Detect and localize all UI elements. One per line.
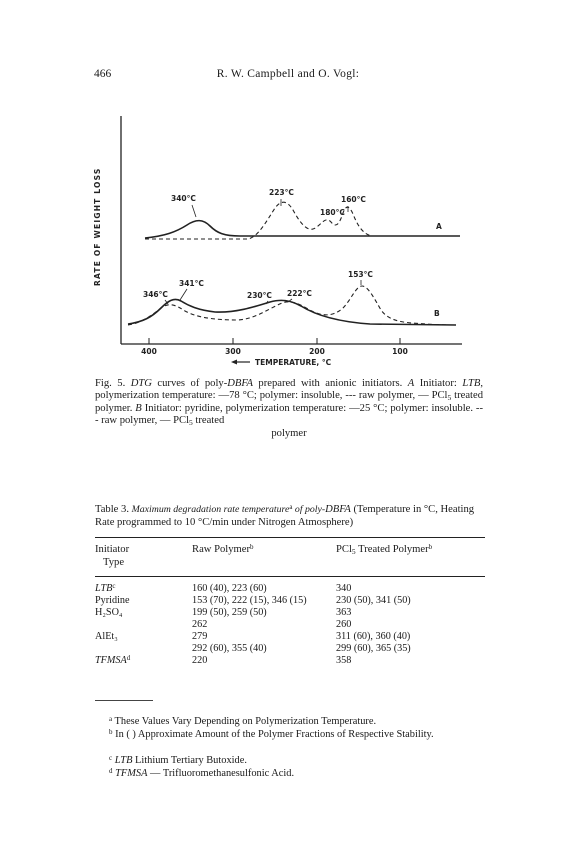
x-tick-label-200: 200	[309, 347, 325, 356]
caption-dbfa: DBFA	[227, 378, 253, 389]
cell-mark: d	[126, 654, 131, 662]
peak-label-a-340: 340°C	[171, 194, 196, 203]
footnote-a	[95, 716, 499, 728]
footnote-text: — Trifluoromethanesulfonic Acid.	[147, 768, 295, 779]
table-cell: 292 (60), 355 (40)	[192, 643, 267, 654]
header-treated-mark: b	[428, 543, 433, 551]
caption-ltb: LTB	[462, 378, 481, 389]
peak-label-a-160: 160°C	[341, 195, 366, 204]
table-cell: 279	[192, 631, 208, 642]
footnote-mark: b	[109, 728, 113, 736]
caption-text: Initiator: pyridine, polymerization temperature: —25 °C; polymer: insoluble. --- raw polymer, — PCl	[95, 402, 483, 427]
cell-mark: c	[112, 582, 116, 590]
caption-text: Initiator:	[414, 378, 463, 389]
table-title-dbfa: DBFA	[325, 504, 351, 515]
peak-label-b-346: 346°C	[143, 290, 168, 299]
column-treated	[336, 583, 476, 667]
author-line: R. W. Campbell and O. Vogl:	[216, 68, 360, 80]
cell-text: LTB	[95, 583, 113, 594]
table-title-italic: Maximum degradation rate temperature	[131, 504, 290, 515]
table-title-rest: (Temperature in °C, Heating Rate programmed to 10 °C/min under Nitrogen Atmosphere)	[95, 504, 475, 528]
header-raw-text: Raw Polymer	[192, 544, 250, 555]
peak-label-b-230: 230°C	[247, 291, 272, 300]
footnote-text: Lithium Tertiary Butoxide.	[132, 755, 247, 766]
header-initiator-line1: Initiator	[95, 544, 130, 555]
footnote-abbr: LTB	[114, 755, 133, 766]
curve-b-treated	[128, 299, 456, 325]
table-cell: 199 (50), 259 (50)	[192, 607, 267, 618]
header-treated-pcl: PCl	[336, 544, 352, 555]
caption-text: treated	[192, 415, 225, 427]
dtg-plot	[0, 0, 576, 380]
caption-last-line: polymer	[271, 427, 307, 439]
table-cell: 260	[336, 619, 352, 630]
table-cell: 220	[192, 655, 208, 666]
table-cell: H₂SO₄	[95, 607, 123, 618]
header-initiator-line2: Type	[103, 557, 125, 568]
footnote-b	[95, 729, 485, 741]
caption-subscript: 5	[447, 393, 452, 403]
table-cell: 160 (40), 223 (60)	[192, 583, 267, 594]
footnote-abbr: TFMSA	[115, 768, 148, 779]
table-header-rule	[95, 576, 485, 577]
table-cell: 358	[336, 655, 352, 666]
footnote-mark: d	[109, 767, 113, 775]
dtg-figure	[0, 0, 576, 380]
footnote-mark: a	[109, 715, 113, 723]
table-cell	[95, 643, 190, 655]
page-number: 466	[94, 68, 112, 80]
x-axis-label: TEMPERATURE, °C	[255, 358, 332, 367]
table-top-rule	[95, 537, 485, 538]
footnote-rule	[95, 700, 153, 701]
footnote-text: In ( ) Approximate Amount of the Polymer Fractions of Respective Stability.	[115, 729, 434, 740]
caption-text: treated polymer.	[95, 390, 483, 414]
table-cell: 299 (60), 365 (35)	[336, 643, 411, 654]
caption-subscript: 5	[189, 418, 193, 428]
caption-a: A	[407, 378, 415, 389]
curve-b-label: B	[434, 309, 440, 318]
column-initiator	[95, 583, 190, 667]
caption-b: B	[135, 402, 142, 414]
peak-leader-a-340	[192, 205, 196, 217]
header-raw-mark: b	[249, 543, 254, 551]
table-cell: AlEt₃	[95, 631, 118, 642]
x-tick-label-400: 400	[141, 347, 157, 356]
curve-a-treated	[145, 221, 460, 238]
header-treated-polymer	[336, 543, 432, 556]
peak-label-a-180: 180°C	[320, 208, 345, 217]
header-treated-text: Treated Polymer	[355, 544, 429, 555]
footnote-c	[95, 755, 499, 767]
table-cell	[95, 583, 190, 595]
caption-text: prepared with anionic initiators.	[252, 378, 408, 389]
table-cell	[95, 655, 190, 667]
footnote-d	[95, 768, 499, 780]
figure-label: Fig. 5.	[95, 378, 126, 389]
table-cell: 153 (70), 222 (15), 346 (15)	[192, 595, 307, 606]
table-cell: Pyridine	[95, 595, 130, 606]
x-tick-label-100: 100	[392, 347, 408, 356]
table-cell: 262	[192, 619, 208, 630]
table-title-of: of poly-	[292, 504, 326, 515]
table-cell	[95, 619, 190, 631]
caption-dtg: DTG	[130, 378, 152, 389]
table-cell: 230 (50), 341 (50)	[336, 595, 411, 606]
peak-label-b-222: 222°C	[287, 289, 312, 298]
footnote-mark: c	[109, 754, 113, 762]
footnote-text: These Values Vary Depending on Polymerization Temperature.	[114, 716, 377, 727]
table-title	[95, 503, 485, 529]
header-raw-polymer	[192, 543, 253, 556]
curve-a-label: A	[436, 222, 442, 231]
peak-label-b-153: 153°C	[348, 270, 373, 279]
table-title-footnote-mark: a	[289, 503, 293, 511]
header-initiator	[95, 543, 129, 569]
figure-caption	[95, 378, 483, 440]
cell-text: TFMSA	[95, 655, 127, 666]
table-cell: 363	[336, 607, 352, 618]
peak-label-b-341: 341°C	[179, 279, 204, 288]
caption-text: , polymerization temperature: —78 °C; polymer: insoluble, --- raw polymer, — PCl	[95, 378, 484, 402]
table-label: Table 3.	[95, 504, 132, 515]
curve-a-raw	[145, 202, 400, 239]
table-cell: 340	[336, 583, 352, 594]
y-axis-label: RATE OF WEIGHT LOSS	[93, 167, 102, 286]
table-cell: 311 (60), 360 (40)	[336, 631, 411, 642]
peak-leader-b-341	[180, 289, 187, 300]
header-treated-sub: 5	[351, 547, 356, 556]
x-tick-label-300: 300	[225, 347, 241, 356]
column-raw	[192, 583, 332, 667]
x-label-arrowhead	[231, 360, 237, 365]
caption-text: curves of poly-	[151, 378, 228, 389]
peak-label-a-223: 223°C	[269, 188, 294, 197]
